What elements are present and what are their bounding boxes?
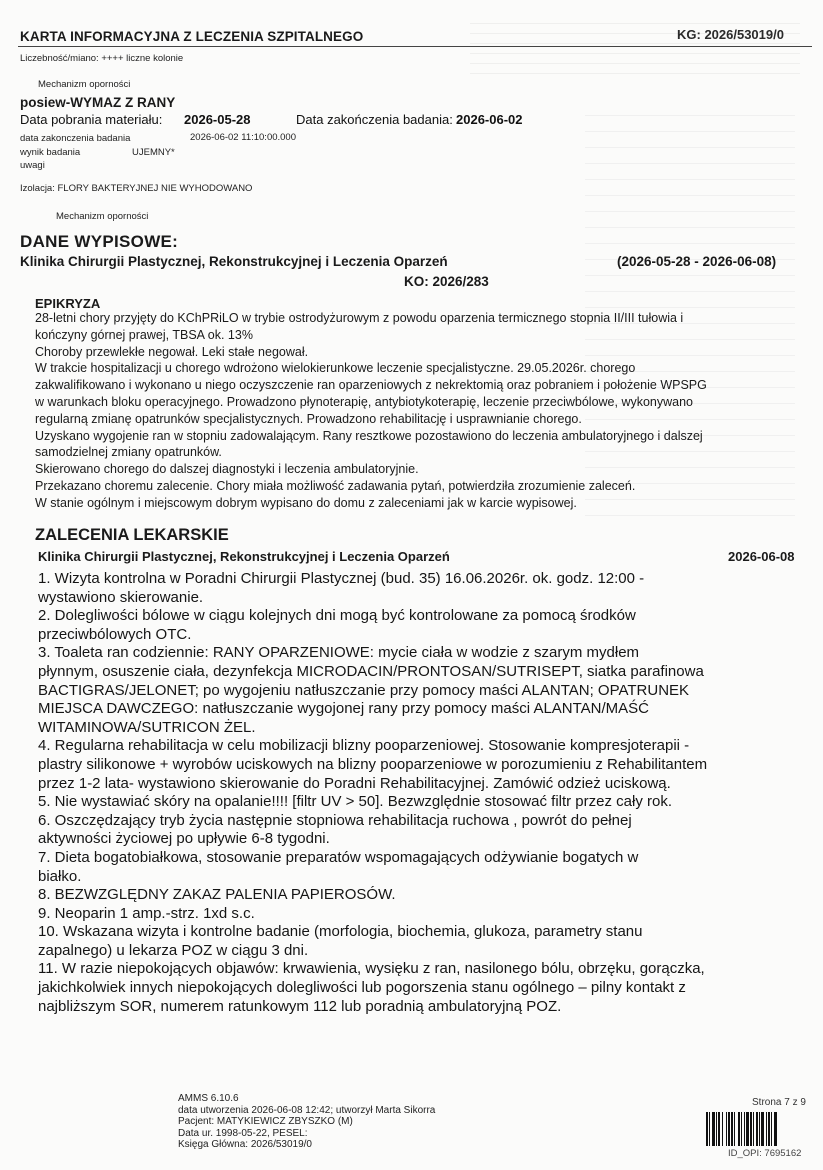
- recommendations-clinic: Klinika Chirurgii Plastycznej, Rekonstrukcyjnej i Leczenia Oparzeń: [38, 549, 450, 564]
- recommendation-line: wystawiono skierowanie.: [38, 588, 204, 606]
- recommendation-line: przeciwbólowych OTC.: [38, 625, 192, 643]
- recommendation-line: 2. Dolegliwości bólowe w ciągu kolejnych dni mogą być kontrolowane za pomocą środków: [38, 607, 636, 625]
- end-date-label: Data zakończenia badania:: [296, 112, 453, 127]
- recommendation-line: 5. Nie wystawiać skóry na opalanie!!!! [filtr UV > 50]. Bezwzględnie stosować filtr przez cały rok.: [38, 793, 673, 811]
- patient-name: Pacjent: MATYKIEWICZ ZBYSZKO (M): [178, 1116, 353, 1127]
- result-value: UJEMNY*: [132, 147, 175, 158]
- result-label: wynik badania: [20, 147, 81, 158]
- epicrisis-line: W stanie ogólnym i miejscowym dobrym wypisano do domu z zaleceniami jak w karcie wypisowej.: [35, 495, 577, 510]
- recommendations-title: ZALECENIA LEKARSKIE: [35, 526, 229, 544]
- end-date-small-label: data zakonczenia badania: [20, 133, 131, 144]
- recommendation-line: białko.: [38, 867, 82, 885]
- document-footer: [178, 1093, 435, 1151]
- recommendation-line: 3. Toaleta ran codziennie: RANY OPARZENIOWE: mycie ciała w wodzie z szarym mydłem: [38, 644, 640, 662]
- resistance-mechanism-label: Mechanizm oporności: [38, 79, 131, 90]
- creation-info: data utworzenia 2026-06-08 12:42; utworzył Marta Sikorra: [178, 1104, 436, 1116]
- barcode-bar: [777, 1112, 778, 1146]
- recommendation-line: przez 1-2 lata- wystawiono skierowanie do Poradni Rehabilitacyjnej. Zamówić odzież uciskową.: [38, 774, 671, 792]
- test-name: posiew-WYMAZ Z RANY: [20, 95, 176, 110]
- recommendations-list: [38, 570, 808, 1016]
- recommendation-line: MIEJSCA DAWCZEGO: natłuszczanie wygojonej rany przy pomocy maści ALANTAN/MAŚĆ: [38, 700, 650, 718]
- recommendation-line: płynnym, osuszenie ciała, dezynfekcja MICRODACIN/PRONTOSAN/SUTRISEPT, siatka parafinowa: [38, 662, 704, 680]
- software-version: AMMS 6.10.6: [178, 1093, 239, 1104]
- recommendation-line: 6. Oszczędzający tryb życia następnie stopniowa rehabilitacja ruchowa , powrót do pełnej: [38, 811, 632, 829]
- discharge-section-title: DANE WYPISOWE:: [20, 232, 179, 251]
- hospitalization-dates: (2026-05-28 - 2026-06-08): [617, 254, 777, 269]
- colony-count: Liczebność/miano: ++++ liczne kolonie: [20, 53, 184, 64]
- epicrisis-line: w warunkach bloku operacyjnego. Prowadzono płynoterapię, antybiotykoterapię, leczenie przeciwbólowe, wykonywano: [35, 394, 694, 409]
- recommendation-line: 4. Regularna rehabilitacja w celu mobilizacji blizny pooparzeniowej. Stosowanie kompresjoterapii -: [38, 737, 690, 755]
- recommendation-line: BACTIGRAS/JELONET; po wygojeniu natłuszczanie przy pomocy maści ALANTAN; OPATRUNEK: [38, 681, 690, 699]
- sample-date-label: Data pobrania materiału:: [20, 112, 163, 127]
- epicrisis-line: zakwalifikowano i wykonano u niego oczyszczenie ran oparzeniowych z nekrektomią oraz pobraniem i położenie WPSPG: [35, 378, 707, 393]
- recommendation-line: aktywności życiowej po upływie 6-8 tygodni.: [38, 830, 330, 848]
- sample-date: 2026-05-28: [184, 112, 251, 127]
- main-book-number: Księga Główna: 2026/53019/0: [178, 1139, 312, 1150]
- epicrisis-line: Przekazano choremu zalecenie. Chory miała możliwość zadawania pytań, potwierdziła zrozumienie zaleceń.: [35, 478, 636, 493]
- recommendation-line: 11. W razie niepokojących objawów: krwawienia, wysięku z ran, nasilonego bólu, obrzęku, gorączka,: [38, 960, 705, 978]
- remarks-label: uwagi: [20, 160, 45, 171]
- epicrisis-line: samodzielnej zmiany opatrunków.: [35, 445, 222, 460]
- document-title: KARTA INFORMACYJNA Z LECZENIA SZPITALNEGO: [20, 29, 364, 44]
- recommendation-line: WITAMINOWA/SUTRICON ŻEL.: [38, 718, 256, 736]
- recommendation-line: plastry silikonowe + wyrobów uciskowych na blizny pooparzeniowe w porozumieniu z Rehabilitantem: [38, 755, 708, 773]
- header-divider: [18, 46, 812, 47]
- isolation-result: Izolacja: FLORY BAKTERYJNEJ NIE WYHODOWANO: [20, 183, 253, 194]
- patient-birth-pesel: Data ur. 1998-05-22, PESEL:: [178, 1127, 308, 1139]
- recommendation-line: 1. Wizyta kontrolna w Poradni Chirurgii Plastycznej (bud. 35) 16.06.2026r. ok. godz. 12:00 -: [38, 570, 645, 587]
- epicrisis-line: kończyny górnej prawej, TBSA ok. 13%: [35, 327, 253, 342]
- epicrisis-line: regularną zmianę opatrunków specjalistycznych. Prowadzono rehabilitację i usprawnianie chorego.: [35, 411, 582, 426]
- kg-number: KG: 2026/53019/0: [677, 27, 784, 42]
- epicrisis-line: Choroby przewlekłe negował. Leki stałe negował.: [35, 344, 309, 359]
- recommendation-line: 9. Neoparin 1 amp.-strz. 1xd s.c.: [38, 904, 255, 922]
- discharge-clinic: Klinika Chirurgii Plastycznej, Rekonstrukcyjnej i Leczenia Oparzeń: [20, 254, 448, 269]
- recommendations-date: 2026-06-08: [728, 549, 795, 564]
- page-number: Strona 7 z 9: [752, 1097, 806, 1108]
- barcode: [706, 1112, 814, 1146]
- recommendation-line: 8. BEZWZGLĘDNY ZAKAZ PALENIA PAPIEROSÓW.: [38, 886, 396, 904]
- end-date: 2026-06-02: [456, 112, 523, 127]
- recommendation-line: najbliższym SOR, numerem ratunkowym 112 lub poradnią ambulatoryjną POZ.: [38, 997, 562, 1015]
- epicrisis-line: 28-letni chory przyjęty do KChPRiLO w trybie ostrodyżurowym z powodu oparzenia termicznego stopnia II/III tułowia i: [35, 311, 684, 325]
- recommendation-line: jakichkolwiek innych niepokojących dolegliwości lub pogorszenia stanu ogólnego – pilny kontakt z: [38, 979, 686, 997]
- epicrisis-text: [35, 310, 805, 512]
- epicrisis-title: EPIKRYZA: [35, 296, 101, 311]
- recommendation-line: 10. Wskazana wizyta i kontrolne badanie (morfologia, biochemia, glukoza, parametry stanu: [38, 923, 643, 941]
- end-date-small-value: 2026-06-02 11:10:00.000: [190, 132, 296, 143]
- bleed-through-shadow: [470, 14, 800, 74]
- recommendation-line: zapalnego) u lekarza POZ w ciągu 3 dni.: [38, 941, 309, 959]
- recommendation-line: 7. Dieta bogatobiałkowa, stosowanie preparatów wspomagających odżywianie bogatych w: [38, 848, 639, 866]
- epicrisis-line: Uzyskano wygojenie ran w stopniu zadowalającym. Rany resztkowe pozostawiono do leczenia ambulatoryjnego i dalszej: [35, 428, 703, 443]
- resistance-mechanism-label-2: Mechanizm oporności: [56, 211, 149, 222]
- epicrisis-line: Skierowano chorego do dalszej diagnostyki i leczenia ambulatoryjnie.: [35, 462, 419, 477]
- id-opi: ID_OPI: 7695162: [728, 1148, 802, 1159]
- ko-number: KO: 2026/283: [404, 274, 489, 289]
- epicrisis-line: W trakcie hospitalizacji u chorego wdrożono wielokierunkowe leczenie specjalistyczne. 29.05.2026r. chorego: [35, 361, 636, 376]
